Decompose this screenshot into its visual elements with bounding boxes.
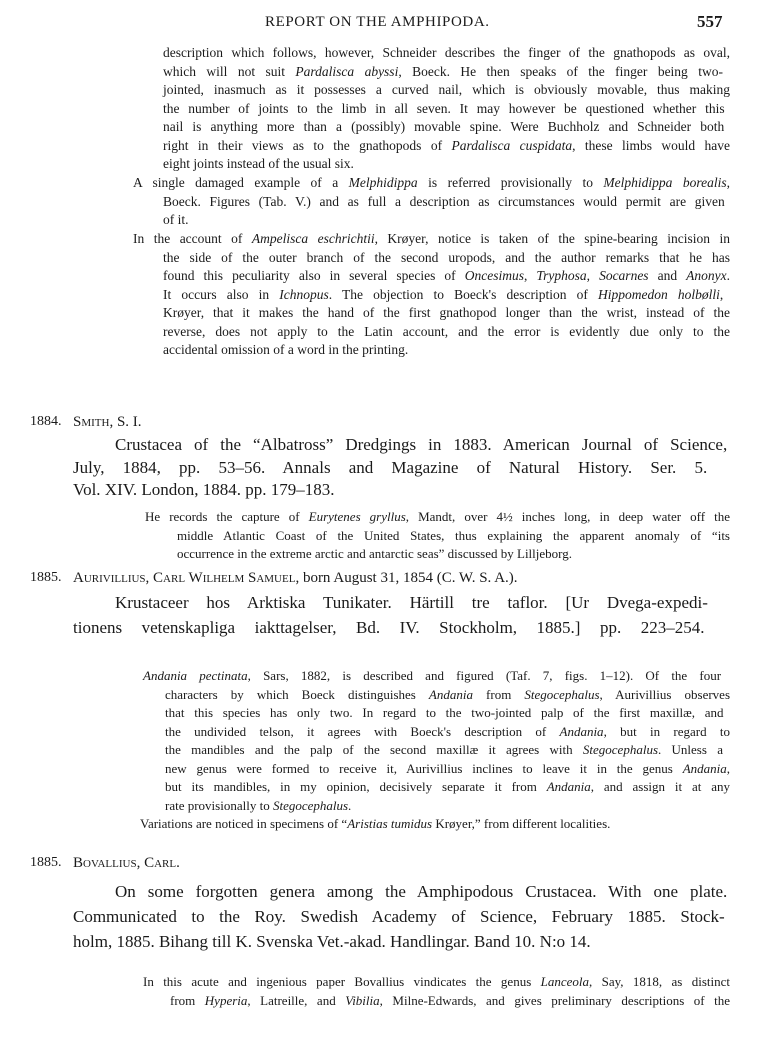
italic-text: Aristias tumidus	[347, 816, 433, 831]
italic-text: Stegocephalus	[272, 797, 349, 813]
entry-line	[73, 853, 180, 873]
text-span: , Boeck. He then speaks of the finger being two-	[398, 63, 723, 79]
text-span: A single damaged example of a	[133, 175, 349, 190]
author-name: Aurivillius, Carl Wilhelm Samuel	[73, 570, 296, 586]
text-span: ,	[726, 760, 730, 776]
entry-line	[73, 568, 518, 588]
text-span: Krustaceer hos Arktiska Tunikater. Härtill tre taflor. [Ur Dvega-expedi-	[115, 593, 708, 612]
italic-text: Lanceola	[540, 974, 590, 989]
text-span: July, 1884, pp. 53–56. Annals and Magazine of Natural History. Ser. 5.	[73, 457, 708, 477]
cite-line	[73, 907, 725, 927]
note-line	[140, 814, 610, 834]
text-span: , Milne-Edwards, and gives preliminary descriptions of the	[379, 992, 730, 1008]
note-line	[165, 759, 730, 779]
text-span: from	[170, 992, 205, 1008]
note-line	[177, 526, 730, 546]
cite-line	[115, 593, 708, 613]
text-span: Variations are noticed in specimens of “	[140, 816, 348, 831]
para-line	[163, 210, 189, 230]
text-span: the undivided telson, it agrees with Boeck's description of	[165, 723, 560, 739]
text-span: description which follows, however, Schneider describes the finger of the gnathopods as oval,	[163, 45, 730, 60]
text-span: , Say, 1818, as distinct	[589, 974, 730, 989]
text-span: , Latreille, and	[247, 992, 346, 1008]
text-span: tionens vetenskapliga iakttagelser, Bd. IV. Stockholm, 1885.] pp. 223–254.	[73, 618, 705, 637]
para-line	[163, 322, 730, 342]
note-line	[165, 740, 723, 760]
note-line	[165, 722, 730, 742]
text-span: Vol. XIV. London, 1884. pp. 179–183.	[73, 480, 335, 499]
text-span: It occurs also in	[163, 286, 280, 302]
text-span: , born August 31, 1854 (C. W. S. A.).	[295, 570, 518, 586]
para-line	[163, 303, 730, 323]
text-span: eight joints instead of the usual six.	[163, 156, 354, 171]
text-span: Krøyer,” from different localities.	[432, 816, 611, 831]
text-span: Communicated to the Roy. Swedish Academy of Science, February 1885. Stock-	[73, 907, 725, 926]
para-line	[163, 285, 723, 305]
text-span: .	[348, 797, 352, 813]
text-span: ,	[726, 175, 730, 190]
text-span: , these limbs would have	[572, 137, 730, 153]
text-span: holm, 1885. Bihang till K. Svenska Vet.-akad. Handlingar. Band 10. N:o 14.	[73, 932, 591, 951]
text-span: Crustacea of the “Albatross” Dredgings in 1883. American Journal of Science,	[115, 435, 728, 454]
text-span: , but in regard to	[603, 723, 730, 739]
italic-text: Andania	[546, 779, 591, 794]
note-line	[143, 972, 730, 992]
italic-text: Pardalisca abyssi	[295, 63, 399, 79]
para-line	[163, 248, 730, 268]
text-span: rate provisionally to	[165, 797, 273, 813]
cite-line	[73, 932, 591, 952]
italic-text: Hippomedon holbølli	[597, 286, 720, 302]
text-span: the side of the outer branch of the second uropods, and the author remarks that he has	[163, 249, 730, 265]
para-line	[163, 62, 723, 82]
italic-text: Stegocephalus	[524, 686, 600, 702]
text-span: and	[648, 268, 687, 283]
italic-text: Melphidippa	[348, 175, 418, 190]
note-line	[143, 666, 721, 686]
entry-year: 1884.	[30, 414, 62, 429]
text-span: of it.	[163, 212, 189, 227]
para-line	[163, 99, 725, 119]
text-span: reverse, does not apply to the Latin account, and the error is evidently due only to the	[163, 323, 730, 339]
text-span: . The objection to Boeck's description of	[328, 286, 598, 302]
text-span: , Aurivillius observes	[599, 686, 730, 702]
italic-text: Andania	[682, 760, 727, 776]
cite-line	[73, 618, 704, 638]
para-line	[163, 340, 408, 360]
author-name: Smith, S. I.	[73, 414, 142, 430]
para-line	[133, 229, 730, 249]
text-span: accidental omission of a word in the printing.	[163, 342, 409, 357]
para-line	[163, 266, 730, 286]
italic-text: Socarnes	[599, 268, 649, 283]
text-span: right in their views as to the gnathopods of	[163, 137, 452, 153]
text-span: the mandibles and the palp of the second maxillæ it agrees with	[165, 742, 583, 757]
cite-line	[115, 882, 727, 902]
text-span: nail is anything more than a (possibly) movable spine. Were Buchholz and Schneider both	[163, 119, 725, 134]
cite-line	[73, 480, 334, 500]
cite-line	[73, 458, 707, 478]
text-span: On some forgotten genera among the Amphipodous Crustacea. With one plate.	[115, 882, 728, 901]
italic-text: Stegocephalus	[582, 742, 658, 757]
entry-year: 1885.	[30, 855, 62, 870]
note-line	[165, 796, 351, 816]
text-span: , Sars, 1882, is described and figured (Taf. 7, figs. 1–12). Of the four	[247, 668, 722, 683]
text-span: but its mandibles, in my opinion, decisively separate it from	[165, 779, 547, 794]
text-span: , Mandt, over 4½ inches long, in deep water off the	[405, 509, 730, 524]
para-line	[163, 43, 730, 63]
text-span: He records the capture of	[145, 509, 309, 524]
italic-text: Andania	[428, 686, 473, 702]
text-span: ,	[586, 268, 600, 283]
italic-text: Anonyx	[686, 268, 727, 283]
text-span: which will not suit	[163, 63, 296, 79]
text-span: .	[726, 268, 730, 283]
italic-text: Eurytenes gryllus	[308, 509, 406, 524]
note-line	[145, 507, 730, 527]
italic-text: Ichnopus	[279, 286, 329, 302]
italic-text: Ampelisca eschrichtii	[251, 231, 375, 246]
text-span: the number of joints to the limb in all seven. It may however be questioned whether this	[163, 100, 725, 116]
text-span: jointed, inasmuch as it possesses a curved nail, which is obviously movable, thus making	[163, 82, 730, 97]
note-line	[165, 777, 730, 797]
italic-text: Andania	[559, 723, 604, 739]
text-span: , Krøyer, notice is taken of the spine-bearing incision in	[374, 231, 730, 246]
cite-line	[115, 435, 727, 455]
para-line	[163, 136, 730, 156]
italic-text: Melphidippa borealis	[603, 175, 727, 190]
text-span: In this acute and ingenious paper Bovallius vindicates the genus	[143, 974, 541, 989]
entry-line	[73, 412, 142, 432]
italic-text: Andania pectinata	[143, 668, 248, 683]
text-span: Krøyer, that it makes the hand of the first gnathopod longer than the wrist, instead of the	[163, 305, 730, 320]
note-line	[177, 544, 572, 564]
text-span: . Unless a	[658, 742, 723, 757]
page-number: 557	[697, 12, 723, 31]
para-line	[163, 80, 730, 100]
note-line	[165, 685, 730, 705]
text-span: ,	[719, 286, 724, 302]
italic-text: Oncesimus	[464, 268, 524, 283]
italic-text: Hyperia	[204, 992, 248, 1008]
text-span: is referred provisionally to	[417, 175, 604, 190]
text-span: characters by which Boeck distinguishes	[165, 686, 429, 702]
note-line	[170, 991, 730, 1011]
text-span: Boeck. Figures (Tab. V.) and as full a description as circumstances would permit are given	[163, 193, 725, 209]
text-span: middle Atlantic Coast of the United States, thus explaining the apparent anomaly of “its	[177, 527, 730, 543]
para-line	[163, 154, 354, 174]
author-name: Bovallius, Carl.	[73, 855, 180, 871]
text-span: In the account of	[133, 231, 252, 246]
text-span: that this species has only two. In regard to the two-jointed palp of the first maxillæ, and	[165, 705, 724, 720]
text-span: ,	[523, 268, 537, 283]
italic-text: Tryphosa	[536, 268, 587, 283]
text-span: , and assign it at any	[590, 779, 730, 794]
italic-text: Vibilia	[345, 992, 380, 1008]
running-header: REPORT ON THE AMPHIPODA.	[265, 14, 490, 30]
text-span: found this peculiarity also in several species of	[163, 268, 465, 283]
para-line	[133, 173, 730, 193]
para-line	[163, 117, 724, 137]
para-line	[163, 192, 725, 212]
entry-year: 1885.	[30, 570, 62, 585]
note-line	[165, 703, 724, 723]
text-span: new genus were formed to receive it, Aurivillius inclines to leave it in the genus	[165, 760, 683, 776]
italic-text: Pardalisca cuspidata	[451, 137, 573, 153]
text-span: occurrence in the extreme arctic and antarctic seas” discussed by Lilljeborg.	[177, 546, 573, 561]
text-span: from	[472, 686, 525, 702]
